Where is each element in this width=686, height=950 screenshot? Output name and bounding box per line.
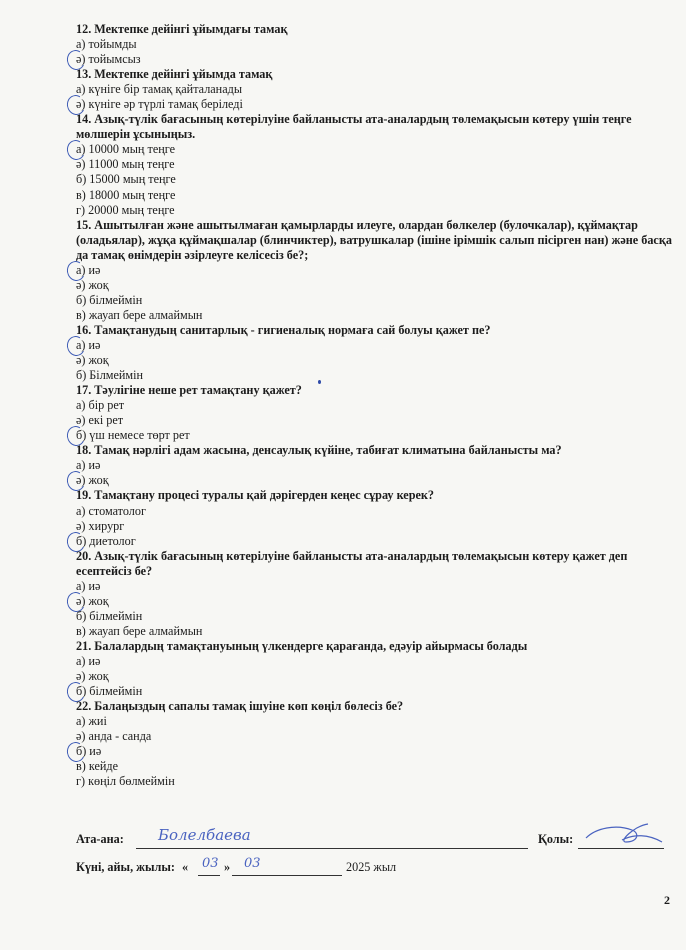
answer-option xyxy=(76,473,672,488)
answer-option-text: г) көңіл бөлмеймін xyxy=(76,774,175,789)
date-row xyxy=(76,860,188,875)
answer-option xyxy=(76,188,672,203)
question-title: 16. Тамақтанудың санитарлық - гигиеналық нормаға сай болуы қажет пе? xyxy=(76,322,491,337)
day-underline xyxy=(198,875,220,876)
ink-dot xyxy=(318,380,321,384)
month-handwritten: 03 xyxy=(244,856,261,871)
answer-option-text: а) стоматолог xyxy=(76,503,146,518)
questionnaire xyxy=(76,22,672,789)
answer-option xyxy=(76,428,672,443)
question-title: 22. Балаңыздың сапалы тамақ ішуіне көп көңіл бөлесіз бе? xyxy=(76,699,404,714)
answer-option xyxy=(76,37,672,52)
parent-label: Ата-ана: xyxy=(76,832,124,846)
question-title: 17. Тәулігіне неше рет тамақтану қажет? xyxy=(76,383,302,398)
month-underline xyxy=(232,875,342,876)
answer-option-text: ә) жоқ xyxy=(76,277,109,292)
answer-option-text: ә) анда - санда xyxy=(76,729,152,744)
answer-option-text: а) иә xyxy=(76,458,101,473)
answer-option xyxy=(76,97,672,112)
question-title: 14. Азық-түлік бағасының көтерілуіне байланысты ата-аналардың төлемақысын көтеру үшін теңге мөлшерін ұсыныңыз. xyxy=(76,112,632,142)
answer-option xyxy=(76,293,672,308)
parent-underline xyxy=(136,848,528,849)
answer-option-text: а) бір рет xyxy=(76,398,125,413)
answer-option xyxy=(76,774,672,789)
answer-option xyxy=(76,458,672,473)
answer-option-text: б) білмеймін xyxy=(76,292,143,307)
answer-option-text: б) білмеймін xyxy=(76,684,143,699)
answer-option xyxy=(76,714,672,729)
day-handwritten: 03 xyxy=(202,856,219,871)
answer-option xyxy=(76,744,672,759)
answer-option xyxy=(76,203,672,218)
answer-option-text: а) иә xyxy=(76,653,101,668)
question-title: 21. Балалардың тамақтануының үлкендерге қарағанда, едәуір айырмасы болады xyxy=(76,638,528,653)
answer-option xyxy=(76,519,672,534)
answer-option xyxy=(76,579,672,594)
answer-option-text: в) жауап бере алмаймын xyxy=(76,307,203,322)
answer-option xyxy=(76,263,672,278)
answer-option xyxy=(76,729,672,744)
question-title: 18. Тамақ нәрлігі адам жасына, денсаулық күйіне, табиғат климатына байланысты ма? xyxy=(76,443,562,458)
answer-option xyxy=(76,534,672,549)
answer-option-text: ә) күніге әр түрлі тамақ беріледі xyxy=(76,97,243,112)
answer-option xyxy=(76,82,672,97)
answer-option xyxy=(76,654,672,669)
answer-option-text: б) диетолог xyxy=(76,533,136,548)
answer-option xyxy=(76,684,672,699)
signature-label: Қолы: xyxy=(538,832,574,846)
question-title: 12. Мектепке дейінгі ұйымдағы тамақ xyxy=(76,22,288,36)
answer-option-text: а) 10000 мың теңге xyxy=(76,142,176,157)
answer-option xyxy=(76,398,672,413)
answer-option-text: в) кейде xyxy=(76,759,119,774)
answer-option-text: а) жиі xyxy=(76,714,107,729)
answer-option xyxy=(76,594,672,609)
signature-underline xyxy=(578,848,664,849)
answer-option xyxy=(76,308,672,323)
answer-option xyxy=(76,172,672,187)
answer-option-text: ә) екі рет xyxy=(76,413,124,428)
answer-option-text: б) үш немесе төрт рет xyxy=(76,428,190,443)
answer-option xyxy=(76,624,672,639)
answer-option-text: б) Білмеймін xyxy=(76,368,144,383)
date-close-quote: » xyxy=(224,860,231,874)
answer-option xyxy=(76,504,672,519)
signature-row xyxy=(538,832,573,847)
answer-option xyxy=(76,338,672,353)
parent-name-handwritten: Болелбаева xyxy=(158,826,251,844)
parent-row xyxy=(76,832,124,847)
answer-option xyxy=(76,142,672,157)
answer-option xyxy=(76,157,672,172)
answer-option-text: б) 15000 мың теңге xyxy=(76,172,176,187)
answer-option-text: а) иә xyxy=(76,337,101,352)
question-title: 19. Тамақтану процесі туралы қай дәрігерден кеңес сұрау керек? xyxy=(76,488,435,503)
question-title: 15. Ашытылған және ашытылмаған қамырларды илеуге, олардан бөлкелер (булочкалар), құймақтар (оладьялар), жұқа құймақшалар (блинчиктер), ватрушкалар (ішіне ірімшік салып пісірген нан) және басқа да тамақ өнімдерін әзірлеуге келісесіз бе?; xyxy=(76,217,672,262)
date-label: Күні, айы, жылы: xyxy=(76,860,175,874)
answer-option-text: ә) хирург xyxy=(76,518,125,533)
date-open-quote: « xyxy=(181,860,189,874)
answer-option xyxy=(76,368,672,383)
answer-option xyxy=(76,278,672,293)
answer-option-text: ә) жоқ xyxy=(76,353,109,368)
answer-option-text: а) иә xyxy=(76,578,101,593)
answer-option-text: ә) 11000 мың теңге xyxy=(76,157,175,172)
answer-option-text: ә) жоқ xyxy=(76,593,109,608)
answer-option-text: а) тойымды xyxy=(76,37,137,52)
answer-option xyxy=(76,669,672,684)
answer-option-text: г) 20000 мың теңге xyxy=(76,202,175,217)
page-number: 2 xyxy=(664,893,670,907)
answer-option-text: в) 18000 мың теңге xyxy=(76,187,176,202)
answer-option xyxy=(76,52,672,67)
answer-option xyxy=(76,413,672,428)
answer-option-text: ә) жоқ xyxy=(76,473,109,488)
answer-option xyxy=(76,759,672,774)
answer-option-text: в) жауап бере алмаймын xyxy=(76,623,203,638)
answer-option xyxy=(76,353,672,368)
answer-option-text: ә) тойымсыз xyxy=(76,52,141,67)
question-title: 13. Мектепке дейінгі ұйымда тамақ xyxy=(76,67,273,82)
answer-option-text: ә) жоқ xyxy=(76,669,109,684)
answer-option-text: а) күніге бір тамақ қайталанады xyxy=(76,82,243,97)
question-title: 20. Азық-түлік бағасының көтерілуіне байланысты ата-аналардың төлемақысын көтеру қажет деп есептейсіз бе? xyxy=(76,548,628,578)
signature-scribble-icon xyxy=(582,822,664,848)
answer-option-text: а) иә xyxy=(76,262,101,277)
answer-option-text: б) білмеймін xyxy=(76,608,143,623)
answer-option xyxy=(76,609,672,624)
year-text: 2025 жыл xyxy=(346,860,397,874)
answer-option-text: б) иә xyxy=(76,744,102,759)
